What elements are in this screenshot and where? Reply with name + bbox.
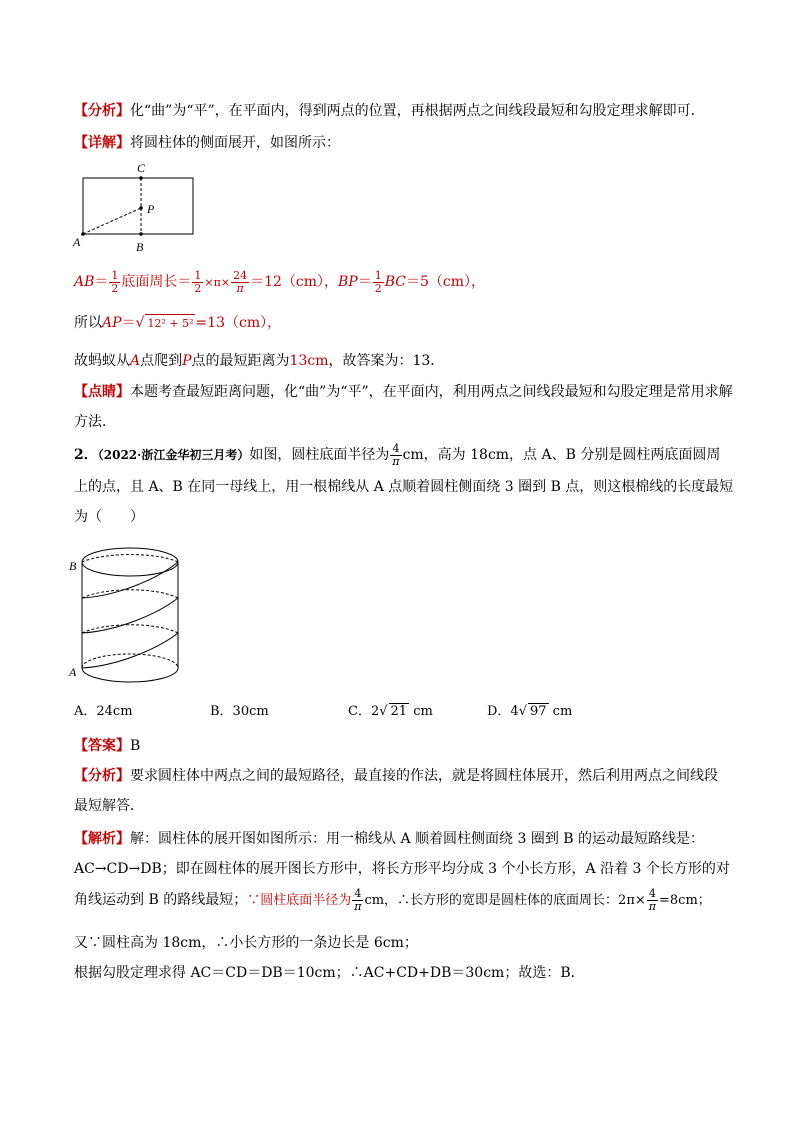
- comment-line-2: [74, 413, 116, 431]
- detail-tag: 【详解】: [74, 135, 130, 151]
- q2-analysis-line-2: [74, 797, 144, 815]
- label-p: P: [147, 202, 155, 216]
- frac-num: 4: [390, 443, 401, 456]
- solution-text-3c: cm，∴长方形的宽即是圆柱体的底面周长：2π×: [364, 893, 646, 908]
- q2-analysis-tag: 【分析】: [74, 768, 130, 784]
- eq-result-2: ＝5（cm），: [406, 274, 486, 290]
- point-p-text: P: [182, 353, 192, 369]
- equation-ab-bp: [74, 267, 485, 298]
- solution-line-5: [74, 964, 585, 982]
- solution-line-1: [74, 830, 704, 848]
- frac-num: 4: [647, 888, 658, 901]
- frac-den: 2: [374, 281, 382, 295]
- point-c: [139, 176, 143, 180]
- rectangle: [83, 178, 193, 234]
- text: 故蚂蚁从: [74, 353, 130, 369]
- eq-radicand: 12² + 5²: [145, 314, 195, 333]
- frac-den: π: [392, 454, 400, 468]
- solution-line-3: [74, 882, 711, 919]
- fraction-half-3: [373, 270, 384, 295]
- eq-result: ＝12（cm），: [250, 274, 339, 290]
- solution-line-2: [74, 860, 730, 878]
- q2-analysis-line-1: [74, 767, 718, 785]
- label-a: A: [73, 235, 81, 249]
- solution-text-5: 根据勾股定理求得 AC＝CD＝DB＝10cm；∴AC+CD+DB＝30cm；故选：B．: [74, 965, 585, 981]
- frac-num: 24: [233, 268, 248, 282]
- option-d: D．4√ 97 cm: [487, 704, 573, 719]
- solution-text-3d: =8cm；: [659, 893, 711, 908]
- eq-sign-2: ＝: [357, 274, 372, 290]
- eq-bc: BC: [384, 274, 406, 290]
- unfolded-rectangle-figure: [70, 158, 210, 258]
- fraction-half-2: [192, 270, 203, 295]
- solution-text-2: AC→CD→DB；即在圆柱体的展开图长方形中，将长方形平均分成 3 个小长方形，A 沿着 3 个长方形的对: [74, 861, 730, 877]
- question-source: （2022·浙江金华初三月考）: [97, 448, 250, 462]
- solution-text-4: 又∵圆柱高为 18cm，∴小长方形的一条边长是 6cm；: [74, 935, 418, 951]
- analysis-line: [74, 102, 705, 120]
- text: 点的最短距离为: [191, 353, 290, 369]
- comment-text-2: 方法．: [74, 414, 116, 430]
- option-a: A．24cm: [74, 704, 133, 719]
- label-b: B: [69, 559, 77, 573]
- q2-analysis-text-2: 最短解答．: [74, 798, 144, 814]
- eq-base-perimeter: 底面周长＝: [121, 274, 192, 290]
- label-b: B: [136, 240, 144, 254]
- segment-ap: [83, 208, 141, 234]
- point-b: [139, 232, 143, 236]
- q2-analysis-text: 要求圆柱体中两点之间的最短路径，最直接的作法，就是将圆柱体展开，然后利用两点之间线段: [130, 768, 718, 784]
- comment-line: [74, 383, 733, 401]
- frac-den: π: [354, 899, 362, 913]
- fraction-radius-3: [647, 888, 658, 913]
- answer-line: [74, 737, 140, 755]
- comment-text: 本题考查最短距离问题，化“曲”为“平”，在平面内，利用两点之间线段最短和勾股定理是常用求解: [130, 384, 733, 400]
- eq-ab: AB: [74, 274, 95, 290]
- solution-tag: 【解析】: [74, 831, 130, 847]
- helix-back-3: [82, 555, 178, 563]
- eq-sign: ＝: [94, 274, 109, 290]
- option-d-unit: cm: [548, 704, 573, 719]
- eq-times-pi: ×π×: [204, 276, 231, 289]
- point-a-text: A: [130, 353, 141, 369]
- question-number: 2．: [74, 447, 98, 463]
- eq-result: =13（cm），: [195, 315, 282, 331]
- analysis-text: 化“曲”为“平”，在平面内，得到两点的位置，再根据两点之间线段最短和勾股定理求解即可．: [130, 103, 705, 119]
- point-a: [81, 232, 85, 236]
- frac-num: 4: [352, 888, 363, 901]
- label-a: A: [69, 665, 77, 679]
- solution-text-3b: ∵圆柱底面半径为: [247, 893, 352, 908]
- frac-den: π: [648, 899, 657, 913]
- eq-so: 所以: [74, 315, 102, 331]
- question-text-3: 上的点，且 A、B 在同一母线上，用一根棉线从 A 点顺着圆柱侧面绕 3 圈到 B 点，则这根棉线的长度最短: [74, 479, 734, 495]
- cylinder-bottom-back: [82, 654, 178, 668]
- detail-line: [74, 134, 340, 152]
- helix-front-1: [82, 633, 178, 668]
- solution-text-3a: 角线运动到 B 的路线最短；: [74, 892, 248, 908]
- answer-value: B: [130, 738, 141, 754]
- equation-ap: 所以AP＝√ 12² + 5² =13（cm），: [74, 315, 282, 331]
- option-c: C．2√ 21 cm: [348, 704, 433, 719]
- solution-text-1: 解：圆柱体的展开图如图所示：用一棉线从 A 顺着圆柱侧面绕 3 圈到 B 的运动最短路线是：: [130, 831, 705, 847]
- eq-ap: AP: [102, 315, 122, 331]
- text: 点爬到: [140, 353, 183, 369]
- comment-tag: 【点睛】: [74, 384, 130, 400]
- fraction-24-pi: [231, 270, 249, 295]
- frac-den: π: [236, 281, 244, 295]
- answer-tag: 【答案】: [74, 738, 130, 754]
- fraction-radius: [390, 443, 401, 468]
- frac-num: 1: [111, 268, 119, 282]
- analysis-tag: 【分析】: [74, 103, 130, 119]
- option-d-prefix: D．4: [487, 704, 519, 719]
- option-c-prefix: C．2: [348, 704, 380, 719]
- text: ，故答案为：13．: [328, 353, 445, 369]
- question-text-2: cm，高为 18cm，点 A、B 分别是圆柱两底面圆周: [402, 447, 721, 463]
- cylinder-figure: [66, 540, 196, 690]
- cylinder-bottom-front: [82, 668, 178, 682]
- distance-value: 13cm: [289, 353, 329, 369]
- solution-line-4: [74, 934, 418, 952]
- question-text-4: 为（ ）: [74, 509, 144, 525]
- frac-num: 1: [374, 268, 382, 282]
- detail-text: 将圆柱体的侧面展开，如图所示：: [130, 135, 340, 151]
- question-2-line-1: [74, 440, 720, 470]
- frac-den: 2: [111, 281, 119, 295]
- eq-bp: BP: [338, 274, 358, 290]
- option-d-radicand: 97: [530, 704, 547, 719]
- frac-den: 2: [194, 281, 202, 295]
- point-p: [139, 206, 143, 210]
- option-b: B．30cm: [210, 704, 269, 719]
- question-2-line-3: [74, 508, 144, 526]
- question-2-line-2: [74, 478, 733, 496]
- option-c-unit: cm: [409, 704, 433, 719]
- fraction-half: [109, 270, 120, 295]
- label-c: C: [137, 161, 146, 175]
- frac-num: 1: [194, 268, 202, 282]
- eq-sign: ＝: [121, 315, 136, 331]
- fraction-radius-2: [352, 888, 363, 913]
- option-c-radicand: 21: [390, 704, 408, 719]
- question-text: 如图，圆柱底面半径为: [249, 447, 390, 463]
- conclusion-line: [74, 352, 444, 370]
